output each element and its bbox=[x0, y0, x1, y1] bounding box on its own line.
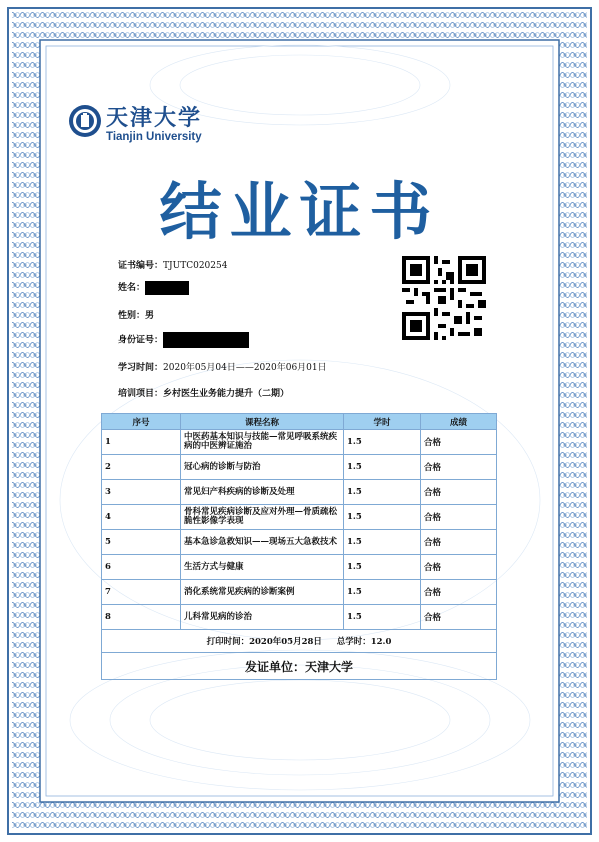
cell-hours: 1.5 bbox=[344, 480, 421, 505]
cell-no: 3 bbox=[102, 480, 181, 505]
print-time-value: 2020年05月28日 bbox=[249, 637, 322, 647]
cell-course: 儿科常见病的诊治 bbox=[181, 605, 344, 630]
table-header-row bbox=[102, 414, 497, 430]
table-row bbox=[102, 480, 497, 505]
cell-no: 8 bbox=[102, 605, 181, 630]
gender-value: 男 bbox=[145, 311, 155, 321]
cell-grade: 合格 bbox=[421, 430, 497, 455]
cert-number-label: 证书编号： bbox=[118, 261, 164, 271]
cert-number-value: TJUTC020254 bbox=[163, 261, 228, 271]
id-row bbox=[118, 332, 249, 348]
table-row bbox=[102, 530, 497, 555]
cell-grade: 合格 bbox=[421, 505, 497, 530]
cell-grade: 合格 bbox=[421, 555, 497, 580]
study-time-label: 学习时间： bbox=[118, 363, 164, 373]
cell-no: 2 bbox=[102, 455, 181, 480]
cell-grade: 合格 bbox=[421, 530, 497, 555]
print-info-cell bbox=[102, 630, 497, 653]
table-row bbox=[102, 430, 497, 455]
cell-no: 6 bbox=[102, 555, 181, 580]
cell-course: 常见妇产科疾病的诊断及处理 bbox=[181, 480, 344, 505]
cell-course: 基本急诊急救知识——现场五大急救技术 bbox=[181, 530, 344, 555]
header-grade: 成绩 bbox=[421, 414, 497, 430]
table-row bbox=[102, 505, 497, 530]
name-row bbox=[118, 280, 189, 295]
cell-no: 4 bbox=[102, 505, 181, 530]
cell-course: 消化系统常见疾病的诊断案例 bbox=[181, 580, 344, 605]
study-time-row bbox=[118, 360, 327, 373]
project-value: 乡村医生业务能力提升（二期） bbox=[163, 389, 290, 399]
gender-label: 性别： bbox=[118, 311, 146, 321]
issuer-value: 天津大学 bbox=[305, 659, 354, 674]
cell-hours: 1.5 bbox=[344, 505, 421, 530]
cert-number-row bbox=[118, 258, 227, 271]
study-time-value: 2020年05月04日——2020年06月01日 bbox=[163, 363, 327, 373]
cell-no: 1 bbox=[102, 430, 181, 455]
cell-hours: 1.5 bbox=[344, 530, 421, 555]
header-no: 序号 bbox=[102, 414, 181, 430]
cell-grade: 合格 bbox=[421, 580, 497, 605]
cell-hours: 1.5 bbox=[344, 555, 421, 580]
cell-grade: 合格 bbox=[421, 455, 497, 480]
print-time-label: 打印时间： bbox=[206, 637, 250, 647]
cell-course: 冠心病的诊断与防治 bbox=[181, 455, 344, 480]
project-row bbox=[118, 386, 289, 399]
issuer-label: 发证单位： bbox=[244, 659, 305, 674]
table-row bbox=[102, 605, 497, 630]
total-hours-value: 12.0 bbox=[370, 637, 392, 647]
cell-no: 5 bbox=[102, 530, 181, 555]
table-row bbox=[102, 580, 497, 605]
name-label: 姓名： bbox=[118, 283, 146, 293]
total-hours-label: 总学时： bbox=[336, 637, 371, 647]
id-label: 身份证号： bbox=[118, 335, 164, 346]
qr-code bbox=[402, 256, 486, 340]
issuer-cell bbox=[102, 653, 497, 680]
issuer-row bbox=[102, 653, 497, 680]
cell-course: 中医药基本知识与技能—常见呼吸系统疾病的中医辨证施治 bbox=[181, 430, 344, 455]
course-table bbox=[101, 413, 497, 680]
header-hours: 学时 bbox=[344, 414, 421, 430]
project-label: 培训项目： bbox=[118, 389, 164, 399]
gender-row bbox=[118, 308, 154, 321]
id-redaction bbox=[163, 332, 249, 348]
university-name-en: Tianjin University bbox=[106, 131, 202, 143]
cell-course: 骨科常见疾病诊断及应对外理—骨质疏松脆性影像学表现 bbox=[181, 505, 344, 530]
certificate-title: 结业证书 bbox=[159, 175, 440, 248]
cell-grade: 合格 bbox=[421, 480, 497, 505]
university-seal-icon bbox=[68, 104, 102, 138]
cell-hours: 1.5 bbox=[344, 430, 421, 455]
table-row bbox=[102, 455, 497, 480]
name-redaction bbox=[145, 281, 189, 295]
cell-hours: 1.5 bbox=[344, 580, 421, 605]
cell-hours: 1.5 bbox=[344, 605, 421, 630]
cell-course: 生活方式与健康 bbox=[181, 555, 344, 580]
university-name-cn: 天津大学 bbox=[106, 105, 203, 131]
cell-hours: 1.5 bbox=[344, 455, 421, 480]
print-info-row bbox=[102, 630, 497, 653]
header-course: 课程名称 bbox=[181, 414, 344, 430]
cell-grade: 合格 bbox=[421, 605, 497, 630]
cell-no: 7 bbox=[102, 580, 181, 605]
table-row bbox=[102, 555, 497, 580]
